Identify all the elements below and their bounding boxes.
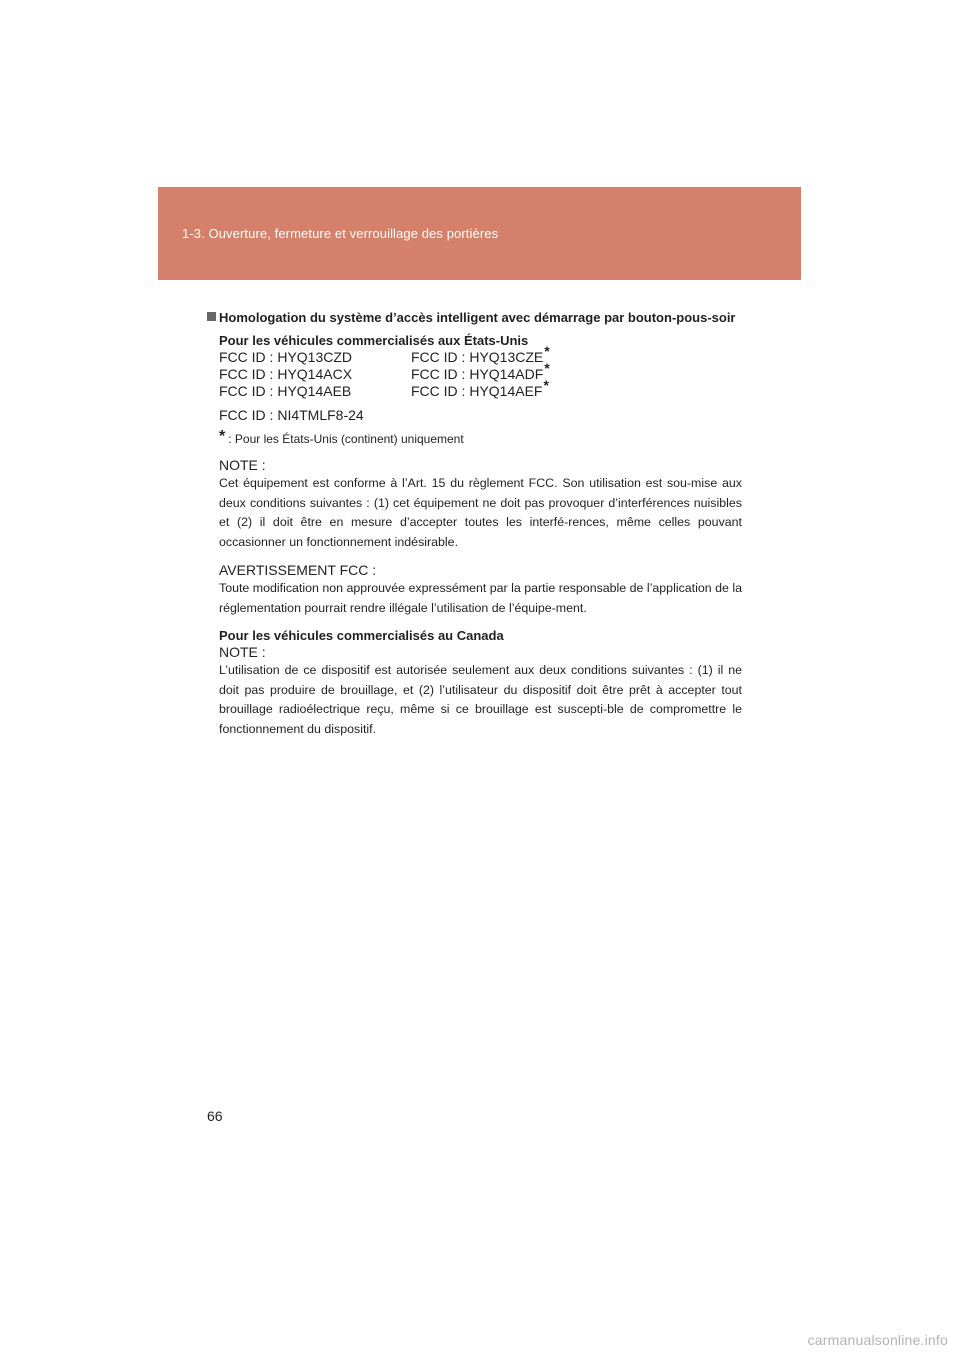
asterisk-marker: * xyxy=(544,343,550,359)
content-area xyxy=(207,308,742,739)
fcc-id-single: FCC ID : NI4TMLF8-24 xyxy=(219,407,364,423)
note-label: NOTE : xyxy=(219,457,266,473)
fcc-id-right xyxy=(411,343,550,366)
fcc-id-left: FCC ID : HYQ14AEB xyxy=(219,383,352,399)
us-heading: Pour les véhicules commercialisés aux États-Unis xyxy=(219,333,529,348)
section-title: 1-3. Ouverture, fermeture et verrouillage des portières xyxy=(182,226,499,241)
fcc-id-right-text: FCC ID : HYQ13CZE xyxy=(411,349,544,365)
fcc-row xyxy=(219,377,742,400)
page-number: 66 xyxy=(207,1108,223,1124)
warning-label: AVERTISSEMENT FCC : xyxy=(219,562,377,578)
section-body xyxy=(207,332,742,739)
footnote xyxy=(219,428,742,447)
section-heading-text: Homologation du système d’accès intelligent avec démarrage par bouton-pous-soir xyxy=(219,310,736,325)
footnote-asterisk: * xyxy=(219,428,226,445)
footnote-text: : Pour les États-Unis (continent) uniquement xyxy=(228,432,464,446)
fcc-row xyxy=(219,360,742,383)
fcc-id-left: FCC ID : HYQ14ACX xyxy=(219,366,353,382)
fcc-id-right-text: FCC ID : HYQ14ADF xyxy=(411,366,544,382)
warning-text: Toute modification non approuvée expressément par la partie responsable de l’application de la réglementation pourrait rendre illégale l’utilisation de l’équipe-ment. xyxy=(219,581,742,615)
fcc-id-left: FCC ID : HYQ13CZD xyxy=(219,349,353,365)
watermark: carmanualsonline.info xyxy=(807,1332,948,1348)
header-band xyxy=(158,187,801,280)
asterisk-marker: * xyxy=(543,377,549,393)
canada-heading: Pour les véhicules commercialisés au Canada xyxy=(219,628,504,643)
square-bullet-icon xyxy=(207,312,216,321)
asterisk-marker: * xyxy=(544,360,550,376)
fcc-id-right xyxy=(411,377,549,400)
canada-note-text: L’utilisation de ce dispositif est autorisée seulement aux deux conditions suivantes : (1) il ne doit pas produire de brouillage, et (2) l’utilisateur du dispositif doit être prêt à accepter tout brouillage radioélectrique reçu, même si ce brouillage est suscepti-ble de compromettre le fonctionnement du dispositif. xyxy=(219,663,742,736)
section-heading xyxy=(207,308,742,327)
fcc-id-right-text: FCC ID : HYQ14AEF xyxy=(411,383,543,399)
fcc-id-right xyxy=(411,360,550,383)
note-text: Cet équipement est conforme à l’Art. 15 du règlement FCC. Son utilisation est sou-mise aux deux conditions suivantes : (1) cet équipement ne doit pas provoquer d’interférences nuisibles et (2) il doit être en mesure d’accepter toutes les interfé-rences, même celles pouvant occasionner un fonctionnement indésirable. xyxy=(219,476,742,549)
fcc-row xyxy=(219,343,742,366)
canada-note-label: NOTE : xyxy=(219,644,266,660)
